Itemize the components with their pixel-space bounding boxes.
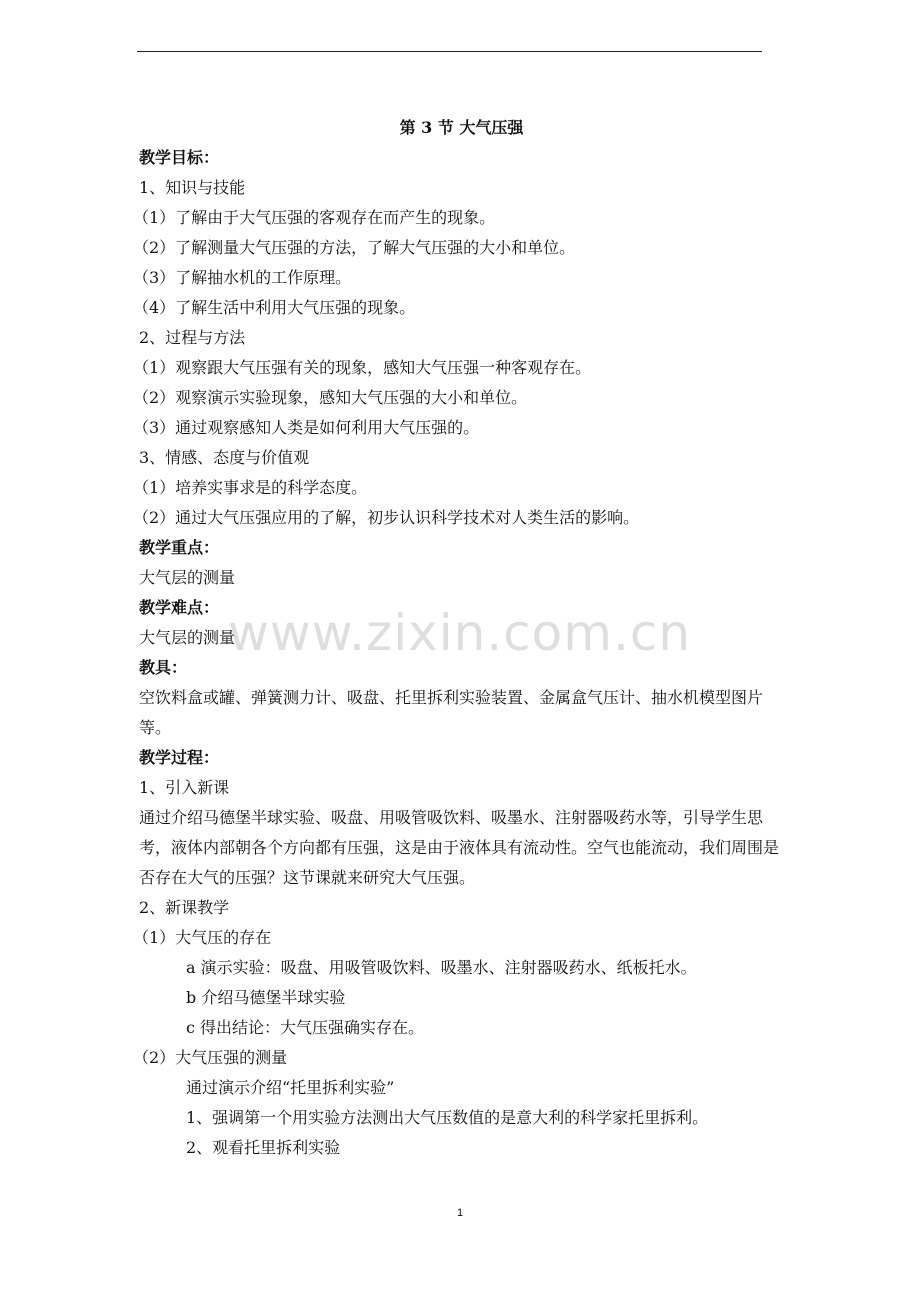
process-p2-heading: 2、新课教学 bbox=[139, 898, 230, 917]
difficulty-text: 大气层的测量 bbox=[139, 628, 236, 647]
tools-heading: 教具： bbox=[139, 658, 188, 677]
key-text: 大气层的测量 bbox=[139, 568, 236, 587]
goals-s3-heading: 3、情感、态度与价值观 bbox=[139, 448, 310, 467]
goals-s2-heading: 2、过程与方法 bbox=[139, 328, 246, 347]
goals-s1-item: （3）了解抽水机的工作原理。 bbox=[133, 268, 352, 287]
process-sub1-item: a 演示实验：吸盘、用吸管吸饮料、吸墨水、注射器吸药水、纸板托水。 bbox=[186, 958, 697, 977]
goals-s2-item: （2）观察演示实验现象，感知大气压强的大小和单位。 bbox=[133, 388, 528, 407]
process-heading: 教学过程： bbox=[139, 748, 220, 767]
goals-heading: 教学目标： bbox=[139, 148, 220, 167]
goals-s3-item: （2）通过大气压强应用的了解，初步认识科学技术对人类生活的影响。 bbox=[133, 508, 640, 527]
goals-s1-item: （1）了解由于大气压强的客观存在而产生的现象。 bbox=[133, 208, 496, 227]
page-title: 第 3 节 大气压强 bbox=[399, 118, 524, 137]
difficulty-heading: 教学难点： bbox=[139, 598, 220, 617]
process-sub1-heading: （1）大气压的存在 bbox=[133, 928, 272, 947]
process-sub1-item: b 介绍马德堡半球实验 bbox=[186, 988, 346, 1007]
document-body bbox=[133, 113, 784, 1163]
goals-s1-item: （2）了解测量大气压强的方法，了解大气压强的大小和单位。 bbox=[133, 238, 576, 257]
header-rule bbox=[137, 51, 762, 52]
goals-s3-item: （1）培养实事求是的科学态度。 bbox=[133, 478, 368, 497]
process-sub2-item: 1、强调第一个用实验方法测出大气压数值的是意大利的科学家托里拆利。 bbox=[186, 1108, 709, 1127]
process-p1-heading: 1、引入新课 bbox=[139, 778, 230, 797]
process-sub2-heading: （2）大气压强的测量 bbox=[133, 1048, 288, 1067]
watermark: www.zixin.com.cn bbox=[228, 604, 692, 662]
goals-s1-heading: 1、知识与技能 bbox=[139, 178, 246, 197]
key-heading: 教学重点： bbox=[139, 538, 220, 557]
goals-s1-item: （4）了解生活中利用大气压强的现象。 bbox=[133, 298, 416, 317]
process-sub2-item: 2、观看托里拆利实验 bbox=[186, 1138, 341, 1157]
page-number: 1 bbox=[456, 1207, 464, 1219]
process-sub2-item: 通过演示介绍“托里拆利实验” bbox=[186, 1078, 395, 1097]
goals-s2-item: （3）通过观察感知人类是如何利用大气压强的。 bbox=[133, 418, 480, 437]
process-p1-text: 通过介绍马德堡半球实验、吸盘、用吸管吸饮料、吸墨水、注射器吸药水等，引导学生思考，液体内部朝各个方向都有压强，这是由于液体具有流动性。空气也能流动，我们周围是否存在大气的压强？这节课就来研究大气压强。 bbox=[139, 808, 780, 887]
goals-s2-item: （1）观察跟大气压强有关的现象，感知大气压强一种客观存在。 bbox=[133, 358, 592, 377]
process-sub1-item: c 得出结论：大气压强确实存在。 bbox=[186, 1018, 425, 1037]
tools-text: 空饮料盒或罐、弹簧测力计、吸盘、托里拆利实验装置、金属盒气压计、抽水机模型图片等。 bbox=[139, 688, 764, 737]
